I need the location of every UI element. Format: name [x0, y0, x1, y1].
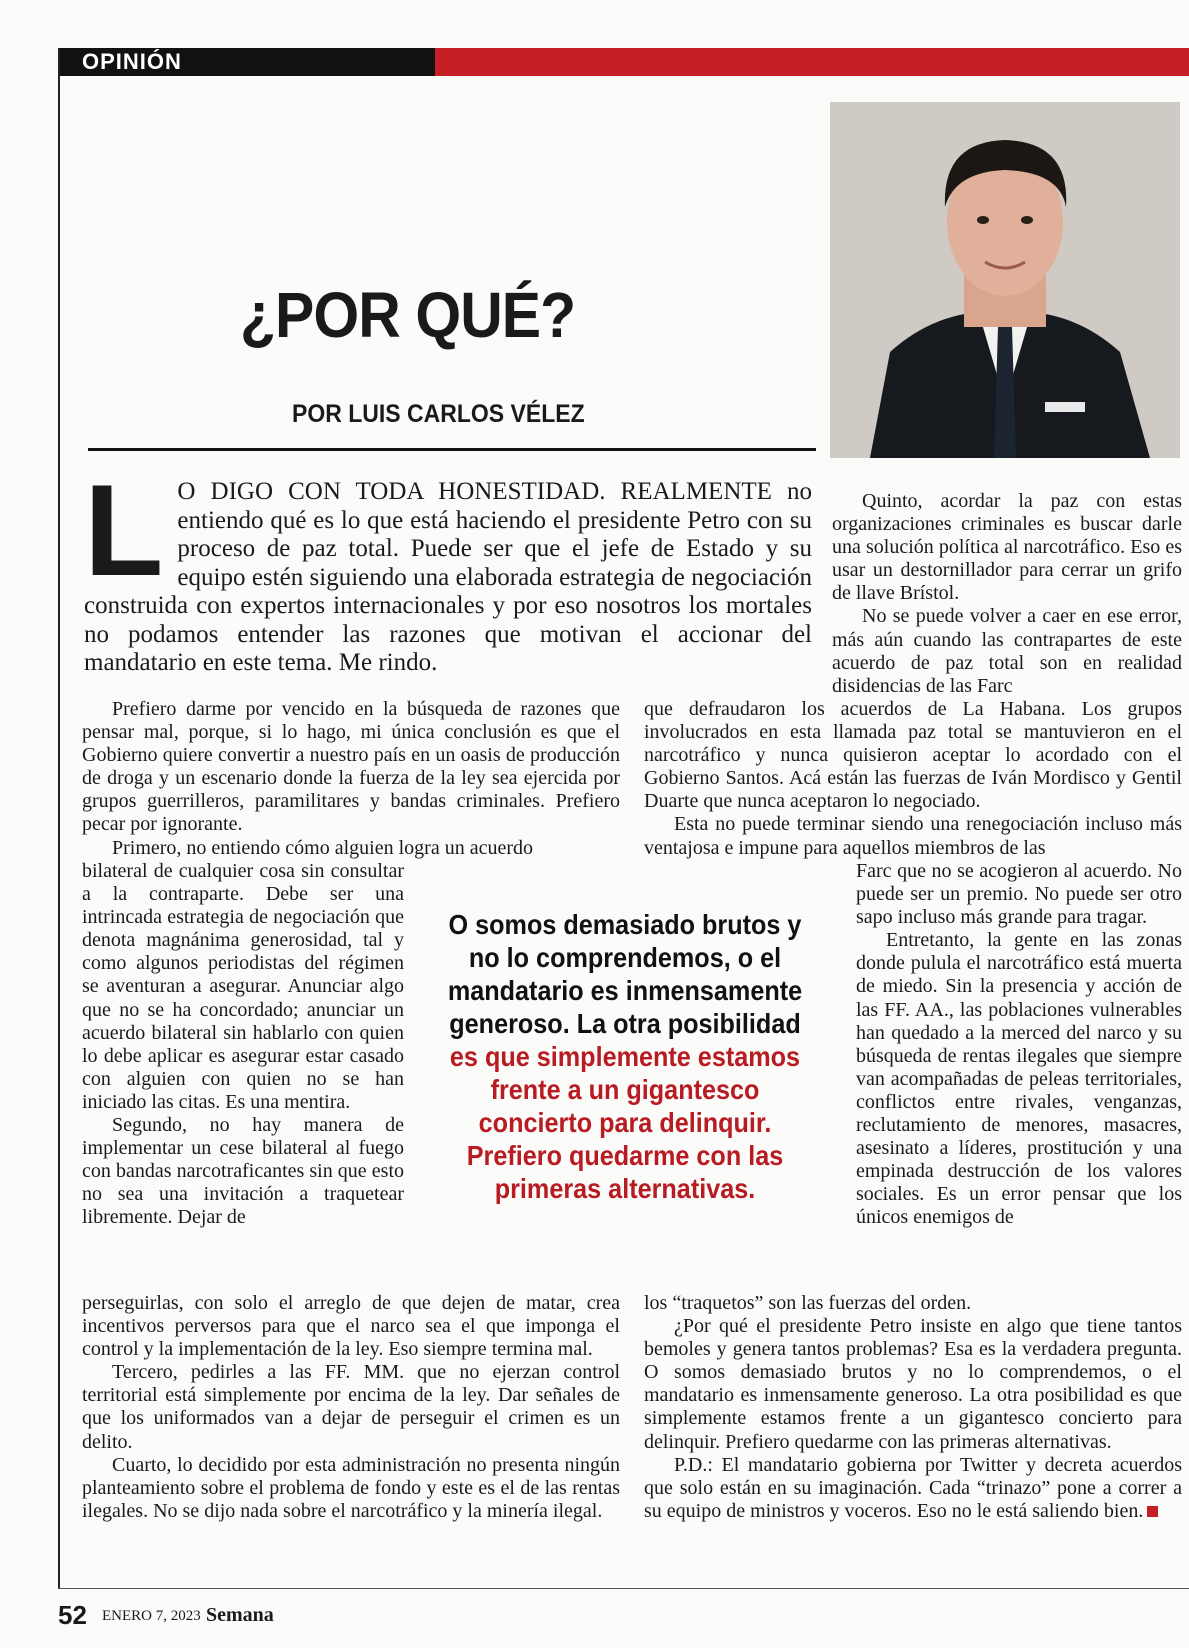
- paragraph-final: [644, 1454, 1182, 1523]
- pull-quote-black: O somos demasiado brutos y no lo comprendemos, o el mandatario es inmensamente generoso. La otra posibilidad: [447, 909, 803, 1039]
- byline-divider: [88, 448, 816, 451]
- page-border-left: [58, 48, 60, 1588]
- column-1-bottom: [82, 1292, 620, 1523]
- column-2-middle: [644, 698, 1182, 860]
- postscript-text: P.D.: El mandatario gobierna por Twitter y decreta acuerdos que solo están en su imaginación. Cada “trinazo” pone a correr a su equipo de ministros y voceros. Eso no le está saliendo bien.: [644, 1453, 1182, 1522]
- paragraph: Farc que no se acogieron al acuerdo. No puede ser un premio. No puede ser otro sapo incluso más grande para tragar.: [856, 860, 1182, 929]
- paragraph: No se puede volver a caer en ese error, más aún cuando las contrapartes de este acuerdo de paz total son en realidad disidencias de las Farc: [832, 605, 1182, 697]
- article-intro: [84, 457, 812, 678]
- paragraph: Tercero, pedirles a las FF. MM. que no ejerzan control territorial está simplemente por encima de la ley. Dar señales de que los uniformados van a dejar de perseguir el crimen es un delito.: [82, 1361, 620, 1453]
- pull-quote-red: es que simplemente estamos frente a un gigantesco concierto para delinquir. Prefiero quedarme con las primeras alternativas.: [449, 1041, 801, 1204]
- author-portrait-image: [830, 102, 1180, 458]
- section-tag: OPINIÓN: [60, 48, 435, 76]
- page-number: 52: [58, 1600, 87, 1630]
- paragraph: perseguirlas, con solo el arreglo de que dejen de matar, crea incentivos perversos para que el narco sea el que imponga el control y la implementación de la ley. Eso siempre termina mal.: [82, 1292, 620, 1361]
- paragraph: Quinto, acordar la paz con estas organizaciones criminales es buscar darle una solución política al narcotráfico. Eso es usar un destornillador para cerrar un grifo de llave Brístol.: [832, 490, 1182, 605]
- magazine-name: Semana: [206, 1604, 274, 1626]
- issue-date: ENERO 7, 2023: [102, 1608, 201, 1624]
- column-2-bottom: [644, 1292, 1182, 1523]
- end-mark: [1147, 1506, 1158, 1517]
- paragraph: Primero, no entiendo cómo alguien logra un acuerdo: [112, 836, 533, 859]
- author-photo: [830, 102, 1180, 458]
- intro-text: O DIGO CON TODA HONESTIDAD. REALMENTE no entiendo qué es lo que está haciendo el presidente Petro con su proceso de paz total. Puede ser que el jefe de Estado y su equipo estén siguiendo una elaborada estrategia de negociación construida con expertos internacionales y por eso nosotros los mortales no podamos entender las razones que motivan el accionar del mandatario en este tema. Me rindo.: [84, 478, 812, 676]
- paragraph: Cuarto, lo decidido por esta administración no presenta ningún planteamiento sobre el problema de fondo y este es el de las rentas ilegales. No se dijo nada sobre el narcotráfico y la minería ilegal.: [82, 1453, 620, 1522]
- paragraph: Entretanto, la gente en las zonas donde pulula el narcotráfico está muerta de miedo. Sin la presencia y acción de las FF. AA., las poblaciones vulnerables han quedado a la merced del narco y su búsqueda de rentas ilegales que siempre van acompañadas de peleas territoriales, conflictos entre rivales, venganzas, reclutamiento de menores, masacres, asesinato a líderes, prostitución y una empinada destrucción de los valores sociales. Es un error pensar que los únicos enemigos de: [856, 929, 1182, 1229]
- column-1-narrow: [82, 860, 404, 1230]
- paragraph: que defraudaron los acuerdos de La Habana. Los grupos involucrados en esta llamada paz total se mantuvieron en el narcotráfico y nunca quisieron aceptar lo acordado con el Gobierno Santos. Acá están las fuerzas de Iván Mordisco y Gentil Duarte que nunca aceptaron lo negociado.: [644, 698, 1182, 813]
- footer-divider: [58, 1588, 1189, 1589]
- section-accent-bar: [435, 48, 1189, 76]
- paragraph: Segundo, no hay manera de implementar un cese bilateral al fuego con bandas narcotraficantes sin que esto no sea una invitación a traquetear libremente. Dejar de: [82, 1114, 404, 1229]
- pull-quote: [436, 908, 814, 1205]
- paragraph: Esta no puede terminar siendo una renegociación incluso más ventajosa e impune para aquellos miembros de las: [644, 813, 1182, 859]
- paragraph: ¿Por qué el presidente Petro insiste en algo que tiene tantos bemoles y genera tantos problemas? Esa es la verdadera pregunta. O somos demasiado brutos y no lo comprendemos, o el mandatario es inmensamente generoso. La otra posibilidad es que simplemente estamos frente a un gigantesco concierto para delinquir. Prefiero quedarme con las primeras alternativas.: [644, 1315, 1182, 1453]
- dropcap: L: [84, 457, 164, 603]
- paragraph: Prefiero darme por vencido en la búsqueda de razones que pensar mal, porque, si lo hago, mi única conclusión es que el Gobierno quiere convertir a nuestro país en un oasis de producción de droga y un escenario donde la fuerza de la ley sea ejercida por grupos guerrilleros, paramilitares y bandas criminales. Prefiero pecar por ignorante.: [82, 698, 620, 836]
- article-headline: ¿POR QUÉ?: [240, 279, 576, 351]
- column-2-top: [832, 490, 1182, 698]
- paragraph: los “traquetos” son las fuerzas del orden.: [644, 1292, 972, 1314]
- paragraph: bilateral de cualquier cosa sin consultar a la contraparte. Debe ser una intrincada estrategia de negociación que denota magnánima generosidad, tal y como algunos periodistas del régimen se aventuran a asegurar. Anunciar algo que no se ha concordado; anunciar un acuerdo bilateral sin hablarlo con quien lo debe aplicar es asegurar estar casado con alguien con quien no se han iniciado las citas. Es una mentira.: [82, 860, 404, 1113]
- column-2-narrow: [856, 860, 1182, 1230]
- article-byline: POR LUIS CARLOS VÉLEZ: [292, 400, 585, 428]
- column-1-top: [82, 698, 620, 860]
